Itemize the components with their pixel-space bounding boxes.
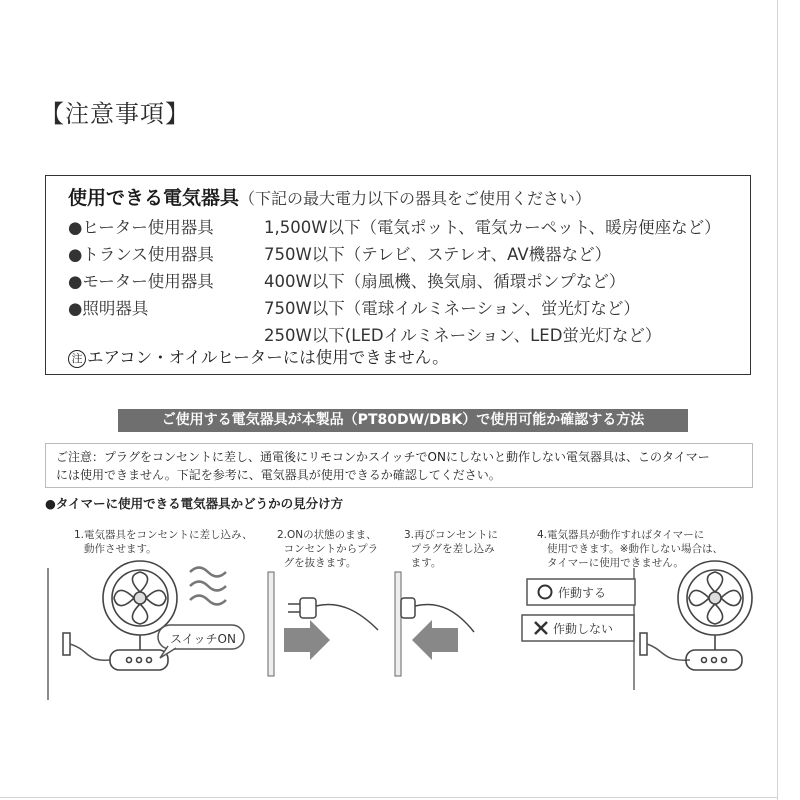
appliance-category: ●モーター使用器具 (68, 272, 214, 291)
wind-icon (190, 568, 226, 605)
step-2-illustration (268, 572, 378, 676)
arrow-right-icon (284, 620, 330, 660)
appliance-limit: 400W以下（扇風機、換気扇、循環ポンプなど） (264, 272, 626, 291)
outlet (63, 633, 70, 655)
appliance-category: ●照明器具 (68, 299, 149, 318)
box-title-note: （下記の最大電力以下の器具をご使用ください） (239, 189, 592, 208)
appliance-limit: 1,500W以下（電気ポット、電気カーペット、暖房便座など） (264, 218, 721, 237)
box-title-main: 使用できる電気器具 (68, 187, 240, 209)
page-title: 【注意事項】 (40, 100, 190, 128)
plug-icon (401, 598, 474, 632)
step-4-text: 4.電気器具が動作すればタイマーに 使用できます。※動作しない場合は、 タイマーに使用できません。 (537, 529, 723, 569)
appliance-category: ●ヒーター使用器具 (68, 218, 214, 237)
appliance-category: ●トランス使用器具 (68, 245, 214, 264)
note-mark: 注 (68, 350, 86, 368)
step-2-text: 2.ONの状態のまま、 コンセントからプラ グを抜きます。 (277, 529, 379, 569)
fan-icon (678, 561, 752, 670)
not-works-label: 作動しない (553, 622, 614, 636)
appliance-limit: 750W以下（電球イルミネーション、蛍光灯など） (264, 299, 640, 318)
step-1-text: 1.電気器具をコンセントに差し込み、 動作させます。 (74, 529, 253, 555)
step-3-illustration (395, 572, 474, 676)
switch-on-label: スイッチON (170, 632, 236, 646)
works-label: 作動する (558, 586, 607, 600)
box-note-text: エアコン・オイルヒーターには使用できません。 (87, 348, 449, 367)
appliance-limit: 250W以下(LEDイルミネーション、LED蛍光灯など） (264, 326, 662, 345)
caution-line-1: ご注意：プラグをコンセントに差し、通電後にリモコンかスイッチでONにしないと動作しない電気器具は、このタイマー (56, 450, 710, 464)
sub-heading: ●タイマーに使用できる電気器具かどうかの見分け方 (45, 496, 344, 511)
step-3-text: 3.再びコンセントに プラグを差し込み ます。 (404, 529, 499, 569)
arrow-left-icon (412, 620, 458, 660)
cord (70, 644, 110, 660)
check-method-bar: ご使用する電気器具が本製品（PT80DW/DBK）で使用可能か確認する方法 (118, 409, 688, 432)
plug-icon (288, 598, 378, 630)
caution-line-2: には使用できません。下記を参考に、電気器具が使用できるか確認してください。 (56, 468, 501, 482)
appliance-limit: 750W以下（テレビ、ステレオ、AV機器など） (264, 245, 612, 264)
